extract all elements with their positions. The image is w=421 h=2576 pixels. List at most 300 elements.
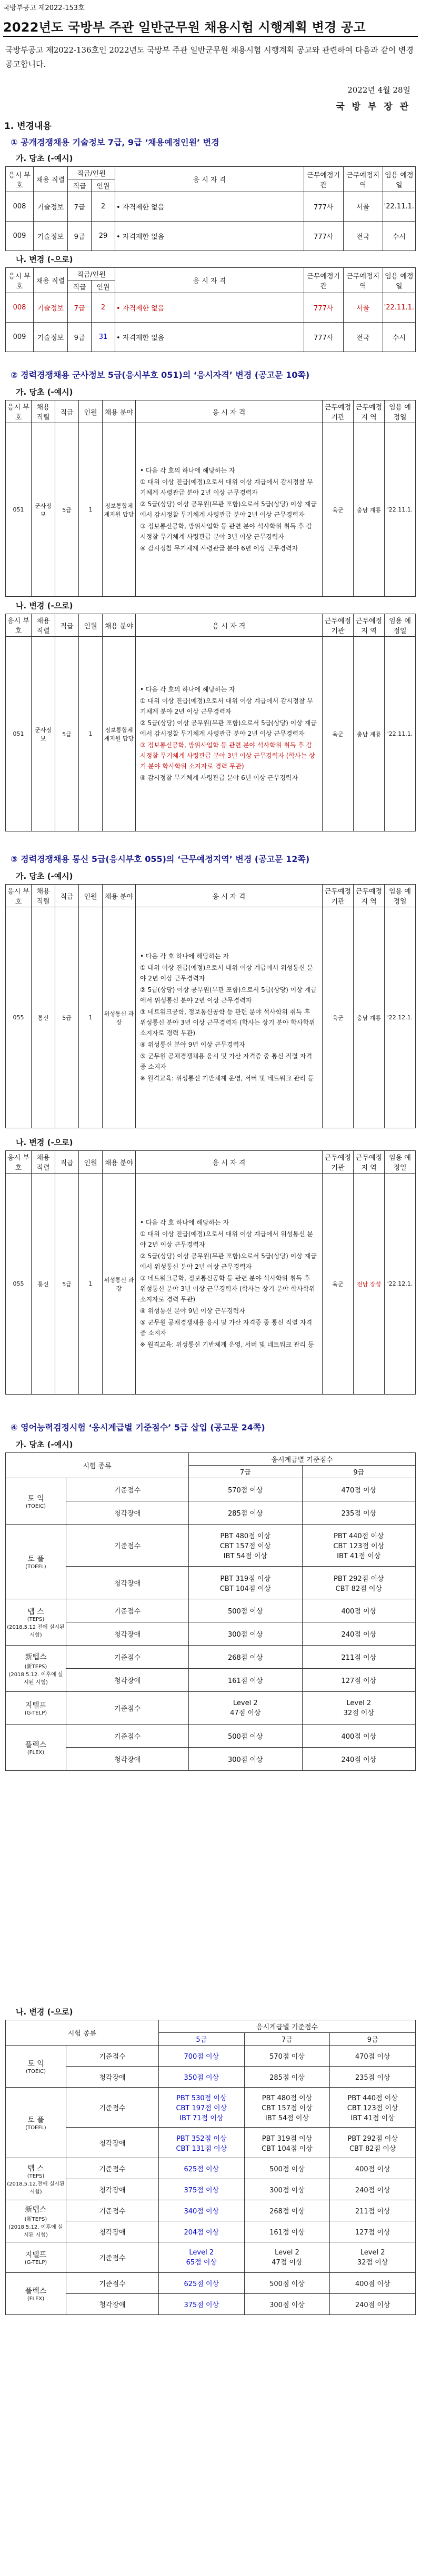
header-cell: 근무예정기관	[323, 400, 354, 423]
topic-3-after-label: 나. 변경 (-으로)	[16, 1138, 73, 1147]
header-cell: 응시계급별 기준점수	[189, 1453, 416, 1466]
score-type-cell: 기준점수	[66, 1478, 189, 1501]
header-cell: 직급	[55, 400, 79, 423]
cell-grade: 7급	[68, 192, 92, 222]
cell-req: • 자격제한 없음	[115, 323, 304, 352]
table-row	[6, 1669, 416, 1692]
exam-name-cell	[6, 2088, 66, 2158]
table-row	[6, 2200, 416, 2221]
header-cell: 응시 부호	[6, 268, 34, 293]
requirement-line: • 다음 각 호의 하나에 해당하는 자	[140, 466, 235, 474]
cell-grade: 9급	[68, 323, 92, 352]
table-row	[6, 1725, 416, 1748]
table-row	[6, 2046, 416, 2067]
exam-sub: (TOEFL)	[25, 1564, 46, 1570]
header-cell: 근무예정지 역	[343, 268, 383, 293]
header-cell: 직급	[55, 1151, 79, 1174]
score-cell: PBT 480점 이상 CBT 157점 이상 IBT 54점 이상	[189, 1525, 302, 1567]
header-cell: 채용 분야	[103, 885, 136, 907]
cell-count: 1	[79, 1174, 103, 1395]
cell-date: '22.12.1.	[385, 1174, 416, 1395]
topic-4-after-label: 나. 변경 (-으로)	[16, 2007, 73, 2017]
exam-name: 텝 스	[27, 2164, 44, 2173]
table-row	[6, 637, 416, 831]
score-cell: 500점 이상	[244, 2158, 330, 2179]
score-cell: 375점 이상	[158, 2294, 244, 2315]
requirement-line: ④ 위성통신 분야 9년 이상 근무경력자	[140, 1040, 245, 1048]
requirement-line: ④ 감시정찰 무기체계 사령관급 분야 6년 이상 근무경력자	[140, 774, 298, 781]
header-cell: 근무예정지 역	[354, 885, 385, 907]
header-cell: 근무예정기관	[304, 167, 343, 192]
header-cell: 임용 예정일	[383, 268, 415, 293]
cell-grade: 5급	[55, 423, 79, 597]
table-row	[6, 2221, 416, 2242]
cell-unit: 777사	[304, 293, 343, 323]
topic-3-before-table	[5, 884, 416, 1128]
cell-req	[136, 1174, 323, 1395]
cell-req: • 자격제한 없음	[115, 192, 304, 222]
score-cell: 400점 이상	[302, 1599, 415, 1622]
score-cell: 285점 이상	[189, 1501, 302, 1525]
header-cell: 근무예정기관	[323, 614, 354, 637]
table-row	[6, 2158, 416, 2179]
topic-3-before-label: 가. 당초 (-예시)	[16, 871, 73, 881]
table-row	[6, 192, 416, 222]
cell-count: 1	[79, 423, 103, 597]
table-row	[6, 323, 416, 352]
cell-region: 전국	[343, 323, 383, 352]
score-type-cell: 기준점수	[66, 1692, 189, 1725]
exam-name: 플렉스	[25, 2287, 47, 2296]
table-row	[6, 1692, 416, 1725]
cell-area: 기술정보	[34, 293, 68, 323]
requirement-line: ⑤ 군무원 공채경쟁채용 응시 및 가산 자격증 중 통신 직렬 자격증 소지자	[140, 1052, 313, 1070]
score-type-cell: 기준점수	[66, 2242, 159, 2273]
exam-sub: (TOEFL)	[25, 2125, 46, 2131]
header-cell: 근무예정지 역	[354, 400, 385, 423]
score-cell: 300점 이상	[189, 1622, 302, 1646]
cell-field: 정보통합체계지원 담당	[103, 423, 136, 597]
header-cell: 임용 예정일	[385, 1151, 416, 1174]
cell-unit: 777사	[304, 323, 343, 352]
requirement-line: • 다음 각 호의 하나에 해당하는 자	[140, 685, 235, 693]
exam-name-cell	[6, 1692, 66, 1725]
score-cell: 300점 이상	[244, 2179, 330, 2200]
table-row	[6, 2273, 416, 2294]
cell-unit: 육군	[323, 1174, 354, 1395]
score-cell: 268점 이상	[244, 2200, 330, 2221]
table-row	[6, 1501, 416, 1525]
cell-count: 2	[92, 192, 115, 222]
header-cell: 인원	[79, 885, 103, 907]
score-cell: 570점 이상	[189, 1478, 302, 1501]
exam-name-cell	[6, 1725, 66, 1771]
cell-no: 051	[6, 637, 32, 831]
score-cell: PBT 440점 이상 CBT 123점 이상 IBT 41점 이상	[302, 1525, 415, 1567]
requirement-line: ※ 원격교육: 위성통신 기반체계 운영, 서버 및 네트워크 관리 등	[140, 1074, 314, 1082]
table-row	[6, 2179, 416, 2200]
header-cell: 응 시 자 격	[136, 614, 323, 637]
score-cell: 500점 이상	[189, 1599, 302, 1622]
header-cell: 직급	[55, 885, 79, 907]
score-cell: 470점 이상	[330, 2046, 416, 2067]
score-cell: 240점 이상	[302, 1748, 415, 1771]
cell-region: 전남 장성	[354, 1174, 385, 1395]
score-type-cell: 청각장애	[66, 2221, 159, 2242]
header-cell: 임용 예정일	[385, 885, 416, 907]
header-cell: 시험 종류	[6, 2020, 159, 2046]
requirement-line: ② 5급(상당) 이상 공무원(무관 포함)으로서 5급(상당) 이상 계급에서 감시정찰 무기체계 사령관급 분야 2년 이상 근무경력자	[140, 500, 317, 518]
exam-name: 新텝스	[25, 2206, 47, 2214]
header-cell: 7급	[189, 1466, 302, 1478]
header-cell: 응시 부호	[6, 400, 32, 423]
cell-no: 008	[6, 192, 34, 222]
exam-name: 토 플	[27, 2116, 44, 2124]
score-cell: Level 2 47점 이상	[244, 2242, 330, 2273]
score-cell: Level 2 32점 이상	[302, 1692, 415, 1725]
header-cell: 채용 직렬	[32, 1151, 55, 1174]
table-row	[6, 2242, 416, 2273]
cell-unit: 777사	[304, 222, 343, 251]
exam-name: 토 플	[27, 1555, 44, 1563]
header-cell: 응 시 자 격	[136, 885, 323, 907]
score-cell: 400점 이상	[302, 1725, 415, 1748]
score-cell: Level 2 32점 이상	[330, 2242, 416, 2273]
score-cell: 300점 이상	[244, 2294, 330, 2315]
exam-name: 플렉스	[25, 1741, 47, 1749]
exam-name: 지텔프	[25, 1701, 47, 1710]
cell-grade: 5급	[55, 907, 79, 1128]
score-cell: 161점 이상	[189, 1669, 302, 1692]
cell-no: 009	[6, 222, 34, 251]
requirement-line: ① 대위 이상 진급(예정)으로서 대위 이상 계급에서 감시정찰 무기체계 분야 2년 이상 근무경력자	[140, 697, 313, 715]
cell-region: 충남 계룡	[354, 637, 385, 831]
header-cell: 직급	[68, 280, 92, 293]
score-type-cell: 기준점수	[66, 2088, 159, 2128]
score-cell: 500점 이상	[244, 2273, 330, 2294]
score-type-cell: 기준점수	[66, 1525, 189, 1567]
section-heading: 1. 변경내용	[4, 121, 52, 132]
cell-req: • 자격제한 없음	[115, 293, 304, 323]
score-cell: 625점 이상	[158, 2273, 244, 2294]
table-row	[6, 222, 416, 251]
table-header-row	[6, 614, 416, 637]
cell-no: 051	[6, 423, 32, 597]
header-cell: 채용 직렬	[34, 167, 68, 192]
requirement-line: ① 대위 이상 진급(예정)으로서 대위 이상 계급에서 위성통신 분야 2년 이상 근무경력자	[140, 1230, 313, 1248]
exam-name-cell	[6, 2200, 66, 2242]
signer: 국 방 부 장 관	[336, 102, 410, 112]
requirement-line: ② 5급(상당) 이상 공무원(무관 포함)으로서 5급(상당) 이상 계급에서 위성통신 분야 2년 이상 근무경력자	[140, 986, 317, 1004]
cell-count: 29	[92, 222, 115, 251]
topic-2-before-table	[5, 400, 416, 597]
cell-date: '22.11.1.	[385, 423, 416, 597]
table-header-row	[6, 1453, 416, 1466]
header-cell: 시험 종류	[6, 1453, 189, 1478]
exam-sub: (新TEPS) (2018.5.12. 이후에 실시된 시험)	[8, 2217, 63, 2238]
header-cell: 채용 분야	[103, 400, 136, 423]
cell-date: 수시	[383, 222, 415, 251]
header-cell: 임용 예정일	[383, 167, 415, 192]
score-cell: 127점 이상	[330, 2221, 416, 2242]
score-type-cell: 기준점수	[66, 2273, 159, 2294]
header-cell: 인원	[79, 1151, 103, 1174]
cell-area: 통신	[32, 1174, 55, 1395]
table-row	[6, 1622, 416, 1646]
score-cell: PBT 440점 이상 CBT 123점 이상 IBT 41점 이상	[330, 2088, 416, 2128]
table-header-row	[6, 1151, 416, 1174]
cell-field: 정보통합체계지원 담당	[103, 637, 136, 831]
header-cell: 근무예정지 역	[343, 167, 383, 192]
score-type-cell: 청각장애	[66, 2067, 159, 2088]
exam-sub: (TOEIC)	[25, 2069, 46, 2074]
topic-2-before-label: 가. 당초 (-예시)	[16, 387, 73, 397]
requirement-line: ② 5급(상당) 이상 공무원(무관 포함)으로서 5급(상당) 이상 계급에서 위성통신 분야 2년 이상 근무경력자	[140, 1252, 317, 1270]
score-after-table	[5, 2020, 416, 2315]
score-cell: PBT 530점 이상 CBT 197점 이상 IBT 71점 이상	[158, 2088, 244, 2128]
cell-count: 1	[79, 637, 103, 831]
table-row	[6, 907, 416, 1128]
exam-sub: (G-TELP)	[24, 2260, 47, 2266]
title-divider	[3, 36, 418, 37]
score-cell: 300점 이상	[189, 1748, 302, 1771]
header-cell: 근무예정기관	[323, 885, 354, 907]
header-cell: 직급/인원	[68, 268, 115, 280]
topic-3-heading: ③ 경력경쟁채용 통신 5급(응시부호 055)의 ‘근무예정지역’ 변경 (공고문 12쪽)	[11, 854, 310, 864]
score-cell: 285점 이상	[244, 2067, 330, 2088]
header-cell: 응 시 자 격	[136, 1151, 323, 1174]
cell-area: 기술정보	[34, 192, 68, 222]
exam-name: 텝 스	[27, 1608, 44, 1616]
cell-count: 1	[79, 907, 103, 1128]
score-cell: 340점 이상	[158, 2200, 244, 2221]
header-cell: 인원	[92, 280, 115, 293]
header-cell: 7급	[244, 2033, 330, 2046]
notice-date: 2022년 4월 28일	[347, 85, 410, 95]
table-row	[6, 2294, 416, 2315]
requirement-line: ① 대위 이상 진급(예정)으로서 대위 이상 계급에서 감시정찰 무기체계 사령관급 분야 2년 이상 근무경력자	[140, 478, 313, 496]
topic-4-before-label: 가. 당초 (-예시)	[16, 1440, 73, 1449]
header-cell: 채용 직렬	[34, 268, 68, 293]
header-cell: 직급/인원	[68, 167, 115, 179]
topic-1-after-table	[5, 267, 416, 352]
table-header-row	[6, 268, 416, 280]
cell-date: '22.11.1.	[383, 192, 415, 222]
table-row	[6, 1478, 416, 1501]
requirement-line: ① 대위 이상 진급(예정)으로서 대위 이상 계급에서 위성통신 분야 2년 이상 근무경력자	[140, 964, 313, 982]
requirement-line: ② 5급(상당) 이상 공무원(무관 포함)으로서 5급(상당) 이상 계급에서 감시정찰 무기체계 사령관급 분야 2년 이상 근무경력자	[140, 719, 317, 737]
topic-1-heading: ① 공개경쟁채용 기술정보 7급, 9급 ‘채용예정인원’ 변경	[11, 137, 219, 147]
header-cell: 인원	[79, 400, 103, 423]
header-cell: 채용 분야	[103, 614, 136, 637]
cell-region: 충남 계룡	[354, 423, 385, 597]
score-type-cell: 청각장애	[66, 1501, 189, 1525]
requirement-line: ③ 네트워크공학, 정보통신공학 등 관련 분야 석사학위 취득 후 위성통신 분야 3년 이상 근무경력자 (학사는 상기 분야 학사학위 소지자로 경력 무관)	[140, 1008, 315, 1037]
cell-grade: 5급	[55, 637, 79, 831]
cell-count: 31	[92, 323, 115, 352]
cell-no: 009	[6, 323, 34, 352]
topic-1-before-label: 가. 당초 (-예시)	[16, 154, 73, 163]
header-cell: 응 시 자 격	[136, 400, 323, 423]
header-cell: 9급	[330, 2033, 416, 2046]
topic-4-heading: ④ 영어능력검정시험 ‘응시계급별 기준점수’ 5급 삽입 (공고문 24쪽)	[11, 1422, 265, 1432]
cell-req	[136, 907, 323, 1128]
cell-date: '22.11.1.	[385, 637, 416, 831]
score-cell: PBT 292점 이상 CBT 82점 이상	[330, 2128, 416, 2158]
score-cell: PBT 319점 이상 CBT 104점 이상	[244, 2128, 330, 2158]
cell-date: '22.12.1.	[385, 907, 416, 1128]
score-type-cell: 기준점수	[66, 2046, 159, 2067]
score-cell: PBT 352점 이상 CBT 131점 이상	[158, 2128, 244, 2158]
header-cell: 응시계급별 기준점수	[158, 2020, 415, 2033]
exam-name-cell	[6, 1646, 66, 1692]
score-cell: 570점 이상	[244, 2046, 330, 2067]
table-header-row	[6, 885, 416, 907]
exam-sub: (G-TELP)	[24, 1710, 47, 1716]
table-row	[6, 1525, 416, 1567]
table-row	[6, 1646, 416, 1669]
topic-1-before-table	[5, 166, 416, 251]
table-header-row	[6, 167, 416, 179]
score-type-cell: 청각장애	[66, 2128, 159, 2158]
header-cell: 9급	[302, 1466, 415, 1478]
score-cell: PBT 480점 이상 CBT 157점 이상 IBT 54점 이상	[244, 2088, 330, 2128]
exam-name: 토 익	[27, 2060, 44, 2068]
cell-date: '22.11.1.	[383, 293, 415, 323]
table-row	[6, 1748, 416, 1771]
exam-name-cell	[6, 2046, 66, 2088]
exam-name-cell	[6, 2242, 66, 2273]
cell-area: 기술정보	[34, 323, 68, 352]
header-cell: 응시 부호	[6, 167, 34, 192]
score-before-table	[5, 1452, 416, 1771]
topic-3-after-table	[5, 1150, 416, 1395]
cell-date: 수시	[383, 323, 415, 352]
table-row	[6, 293, 416, 323]
table-header-row	[6, 400, 416, 423]
score-cell: 268점 이상	[189, 1646, 302, 1669]
requirement-line: • 다음 각 호 하나에 해당하는 자	[140, 952, 229, 960]
score-cell: 375점 이상	[158, 2179, 244, 2200]
header-cell: 응시 부호	[6, 1151, 32, 1174]
exam-sub: (TEPS) (2018.5.12 전에 실시된 시험)	[7, 1617, 65, 1638]
exam-name-cell	[6, 1525, 66, 1599]
cell-region: 서울	[343, 293, 383, 323]
score-cell: 204점 이상	[158, 2221, 244, 2242]
score-type-cell: 청각장애	[66, 1622, 189, 1646]
header-cell: 근무예정지 역	[354, 614, 385, 637]
score-cell: Level 2 65점 이상	[158, 2242, 244, 2273]
cell-no: 008	[6, 293, 34, 323]
cell-region: 충남 계룡	[354, 907, 385, 1128]
exam-name-cell	[6, 2273, 66, 2315]
table-row	[6, 1599, 416, 1622]
header-cell: 근무예정지 역	[354, 1151, 385, 1174]
score-cell: 235점 이상	[330, 2067, 416, 2088]
cell-unit: 777사	[304, 192, 343, 222]
header-cell: 근무예정기관	[323, 1151, 354, 1174]
score-cell: 625점 이상	[158, 2158, 244, 2179]
score-cell: 500점 이상	[189, 1725, 302, 1748]
header-cell: 임용 예정일	[385, 400, 416, 423]
header-cell: 응시 부호	[6, 885, 32, 907]
score-cell: 700점 이상	[158, 2046, 244, 2067]
cell-grade: 5급	[55, 1174, 79, 1395]
score-cell: 211점 이상	[302, 1646, 415, 1669]
score-type-cell: 기준점수	[66, 1646, 189, 1669]
exam-name: 지텔프	[25, 2251, 47, 2259]
score-cell: 127점 이상	[302, 1669, 415, 1692]
header-cell: 직급	[68, 179, 92, 192]
score-cell: 235점 이상	[302, 1501, 415, 1525]
exam-sub: (新TEPS) (2018.5.12. 이후에 실시된 시험)	[8, 1664, 63, 1686]
exam-sub: (TEPS) (2018.5.12.전에 실시된 시험)	[7, 2173, 65, 2195]
cell-unit: 육군	[323, 637, 354, 831]
exam-sub: (FLEX)	[27, 1750, 45, 1756]
score-cell: 240점 이상	[330, 2294, 416, 2315]
page-title: 2022년도 국방부 주관 일반군무원 채용시험 시행계획 변경 공고	[3, 20, 366, 35]
cell-grade: 7급	[68, 293, 92, 323]
cell-no: 055	[6, 1174, 32, 1395]
cell-area: 기술정보	[34, 222, 68, 251]
header-cell: 채용 직렬	[32, 400, 55, 423]
cell-region: 전국	[343, 222, 383, 251]
cell-area: 군사정보	[32, 637, 55, 831]
table-row	[6, 1567, 416, 1599]
exam-name-cell	[6, 1478, 66, 1525]
score-cell: 240점 이상	[330, 2179, 416, 2200]
cell-field: 위성통신 과장	[103, 907, 136, 1128]
cell-field: 위성통신 과장	[103, 1174, 136, 1395]
score-type-cell: 기준점수	[66, 1599, 189, 1622]
table-header-row	[6, 2020, 416, 2033]
requirement-line: ④ 감시정찰 무기체계 사령관급 분야 6년 이상 근무경력자	[140, 544, 298, 552]
table-row	[6, 2088, 416, 2128]
header-cell: 응 시 자 격	[115, 167, 304, 192]
score-type-cell: 청각장애	[66, 1567, 189, 1599]
score-cell: 161점 이상	[244, 2221, 330, 2242]
score-cell: PBT 292점 이상 CBT 82점 이상	[302, 1567, 415, 1599]
header-cell: 응 시 자 격	[115, 268, 304, 293]
exam-name-cell	[6, 1599, 66, 1646]
header-cell: 인원	[92, 179, 115, 192]
header-cell: 채용 직렬	[32, 614, 55, 637]
score-type-cell: 청각장애	[66, 1669, 189, 1692]
cell-area: 통신	[32, 907, 55, 1128]
topic-2-after-label: 나. 변경 (-으로)	[16, 601, 73, 610]
header-cell: 근무예정기관	[304, 268, 343, 293]
header-cell: 임용 예정일	[385, 614, 416, 637]
score-cell: 400점 이상	[330, 2158, 416, 2179]
cell-no: 055	[6, 907, 32, 1128]
exam-sub: (TOEIC)	[25, 1503, 46, 1509]
score-cell: Level 2 47점 이상	[189, 1692, 302, 1725]
score-cell: 470점 이상	[302, 1478, 415, 1501]
score-type-cell: 청각장애	[66, 2179, 159, 2200]
cell-area: 군사정보	[32, 423, 55, 597]
requirement-line: ③ 네트워크공학, 정보통신공학 등 관련 분야 석사학위 취득 후 위성통신 분야 3년 이상 근무경력자 (학사는 상기 분야 학사학위 소지자로 경력 무관)	[140, 1274, 315, 1303]
score-type-cell: 청각장애	[66, 1748, 189, 1771]
exam-name: 新텝스	[25, 1653, 47, 1661]
exam-name: 토 익	[27, 1495, 44, 1503]
requirement-line: • 다음 각 호 하나에 해당하는 자	[140, 1218, 229, 1226]
header-cell: 채용 분야	[103, 1151, 136, 1174]
score-type-cell: 기준점수	[66, 2200, 159, 2221]
header-cell: 5급	[158, 2033, 244, 2046]
table-row	[6, 1174, 416, 1395]
header-cell: 채용 직렬	[32, 885, 55, 907]
cell-unit: 육군	[323, 907, 354, 1128]
